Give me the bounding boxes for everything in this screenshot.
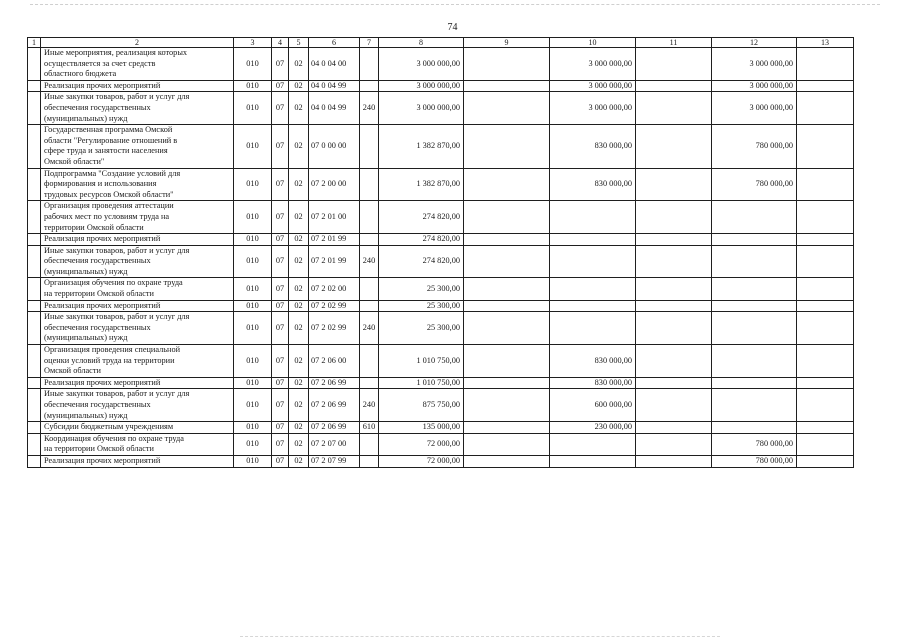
cell-col-11 <box>636 278 712 300</box>
cell-col-4: 07 <box>272 422 289 434</box>
cell-col-1 <box>28 300 41 312</box>
cell-col-7: 240 <box>360 389 379 422</box>
col-header-6: 6 <box>309 38 360 48</box>
cell-col-13 <box>797 80 854 92</box>
row-name-line: Реализация прочих мероприятий <box>44 80 161 90</box>
cell-col-1 <box>28 125 41 168</box>
cell-col-6: 07 2 06 99 <box>309 389 360 422</box>
cell-col-7 <box>360 125 379 168</box>
row-name-line: трудовых ресурсов Омской области" <box>44 189 174 199</box>
cell-col-10: 230 000,00 <box>550 422 636 434</box>
cell-col-12 <box>712 312 797 345</box>
row-name-line: обеспечения государственных <box>44 256 151 266</box>
cell-col-11 <box>636 125 712 168</box>
cell-col-9 <box>464 80 550 92</box>
table-row <box>28 422 854 434</box>
row-name-cell <box>41 278 234 300</box>
row-name-cell <box>41 300 234 312</box>
cell-col-10 <box>550 234 636 246</box>
table-row <box>28 201 854 234</box>
cell-col-1 <box>28 245 41 278</box>
col-header-12: 12 <box>712 38 797 48</box>
cell-col-9 <box>464 345 550 378</box>
row-name-cell <box>41 168 234 201</box>
cell-col-13 <box>797 168 854 201</box>
row-name-line: области "Регулирование отношений в <box>44 135 178 145</box>
col-header-10: 10 <box>550 38 636 48</box>
cell-col-1 <box>28 422 41 434</box>
row-name-line: (муниципальных) нужд <box>44 113 128 123</box>
table-row <box>28 300 854 312</box>
row-name-line: (муниципальных) нужд <box>44 266 128 276</box>
col-header-4: 4 <box>272 38 289 48</box>
cell-col-3: 010 <box>234 389 272 422</box>
cell-col-11 <box>636 455 712 467</box>
cell-col-13 <box>797 455 854 467</box>
cell-col-13 <box>797 389 854 422</box>
cell-col-11 <box>636 345 712 378</box>
cell-col-7 <box>360 345 379 378</box>
cell-col-1 <box>28 278 41 300</box>
row-name-cell <box>41 92 234 125</box>
cell-col-6: 07 2 02 99 <box>309 300 360 312</box>
cell-col-4: 07 <box>272 300 289 312</box>
cell-col-5: 02 <box>289 201 309 234</box>
cell-col-10 <box>550 300 636 312</box>
cell-col-7 <box>360 48 379 81</box>
cell-col-5: 02 <box>289 92 309 125</box>
cell-col-7 <box>360 377 379 389</box>
cell-col-9 <box>464 422 550 434</box>
cell-col-1 <box>28 455 41 467</box>
col-header-11: 11 <box>636 38 712 48</box>
row-name-cell <box>41 455 234 467</box>
cell-col-10: 830 000,00 <box>550 345 636 378</box>
cell-col-4: 07 <box>272 377 289 389</box>
cell-col-1 <box>28 345 41 378</box>
cell-col-9 <box>464 125 550 168</box>
row-name-line: Реализация прочих мероприятий <box>44 300 161 310</box>
cell-col-1 <box>28 389 41 422</box>
cell-col-8: 274 820,00 <box>379 234 464 246</box>
cell-col-5: 02 <box>289 234 309 246</box>
cell-col-11 <box>636 377 712 389</box>
cell-col-5: 02 <box>289 168 309 201</box>
cell-col-13 <box>797 234 854 246</box>
row-name-line: (муниципальных) нужд <box>44 333 128 343</box>
cell-col-13 <box>797 300 854 312</box>
row-name-line: Координация обучения по охране труда <box>44 433 184 443</box>
cell-col-3: 010 <box>234 168 272 201</box>
cell-col-13 <box>797 245 854 278</box>
cell-col-4: 07 <box>272 345 289 378</box>
cell-col-6: 07 2 00 00 <box>309 168 360 201</box>
row-name-line: Омской области <box>44 366 101 376</box>
row-name-line: осуществляется за счет средств <box>44 58 156 68</box>
cell-col-8: 3 000 000,00 <box>379 92 464 125</box>
cell-col-8: 1 382 870,00 <box>379 125 464 168</box>
cell-col-10 <box>550 201 636 234</box>
cell-col-8: 135 000,00 <box>379 422 464 434</box>
cell-col-6: 07 2 02 99 <box>309 312 360 345</box>
cell-col-8: 3 000 000,00 <box>379 48 464 81</box>
cell-col-7 <box>360 455 379 467</box>
cell-col-12 <box>712 389 797 422</box>
col-header-8: 8 <box>379 38 464 48</box>
cell-col-5: 02 <box>289 245 309 278</box>
cell-col-8: 1 382 870,00 <box>379 168 464 201</box>
row-name-line: оценки условий труда на территории <box>44 355 175 365</box>
cell-col-10: 3 000 000,00 <box>550 92 636 125</box>
cell-col-6: 07 2 06 00 <box>309 345 360 378</box>
cell-col-3: 010 <box>234 80 272 92</box>
cell-col-5: 02 <box>289 422 309 434</box>
cell-col-3: 010 <box>234 201 272 234</box>
row-name-line: Реализация прочих мероприятий <box>44 377 161 387</box>
cell-col-10: 830 000,00 <box>550 168 636 201</box>
row-name-line: Реализация прочих мероприятий <box>44 234 161 244</box>
cell-col-11 <box>636 80 712 92</box>
page-number: 74 <box>447 22 458 33</box>
cell-col-6: 04 0 04 99 <box>309 80 360 92</box>
cell-col-11 <box>636 48 712 81</box>
cell-col-9 <box>464 234 550 246</box>
cell-col-13 <box>797 433 854 455</box>
cell-col-12: 3 000 000,00 <box>712 48 797 81</box>
cell-col-3: 010 <box>234 92 272 125</box>
row-name-line: (муниципальных) нужд <box>44 410 128 420</box>
cell-col-10 <box>550 455 636 467</box>
cell-col-10: 830 000,00 <box>550 125 636 168</box>
cell-col-4: 07 <box>272 455 289 467</box>
cell-col-4: 07 <box>272 389 289 422</box>
cell-col-5: 02 <box>289 80 309 92</box>
cell-col-1 <box>28 92 41 125</box>
cell-col-11 <box>636 422 712 434</box>
cell-col-12: 780 000,00 <box>712 125 797 168</box>
cell-col-4: 07 <box>272 125 289 168</box>
cell-col-8: 25 300,00 <box>379 312 464 345</box>
cell-col-12: 780 000,00 <box>712 455 797 467</box>
row-name-line: сфере труда и занятости населения <box>44 146 168 156</box>
cell-col-12 <box>712 201 797 234</box>
cell-col-6: 07 2 06 99 <box>309 422 360 434</box>
row-name-cell <box>41 389 234 422</box>
cell-col-6: 07 2 01 00 <box>309 201 360 234</box>
cell-col-5: 02 <box>289 389 309 422</box>
row-name-line: территории Омской области <box>44 222 144 232</box>
cell-col-3: 010 <box>234 345 272 378</box>
cell-col-9 <box>464 278 550 300</box>
table-row <box>28 80 854 92</box>
cell-col-13 <box>797 345 854 378</box>
cell-col-9 <box>464 168 550 201</box>
cell-col-13 <box>797 48 854 81</box>
table-row <box>28 433 854 455</box>
row-name-cell <box>41 234 234 246</box>
row-name-line: на территории Омской области <box>44 289 154 299</box>
table-row <box>28 345 854 378</box>
cell-col-11 <box>636 92 712 125</box>
cell-col-8: 274 820,00 <box>379 245 464 278</box>
cell-col-8: 1 010 750,00 <box>379 345 464 378</box>
cell-col-10 <box>550 245 636 278</box>
cell-col-11 <box>636 234 712 246</box>
cell-col-13 <box>797 278 854 300</box>
cell-col-6: 07 2 02 00 <box>309 278 360 300</box>
cell-col-12 <box>712 422 797 434</box>
cell-col-12 <box>712 278 797 300</box>
cell-col-6: 04 0 04 00 <box>309 48 360 81</box>
cell-col-7: 240 <box>360 245 379 278</box>
cell-col-7 <box>360 80 379 92</box>
cell-col-7 <box>360 201 379 234</box>
cell-col-4: 07 <box>272 201 289 234</box>
table-row <box>28 234 854 246</box>
cell-col-5: 02 <box>289 278 309 300</box>
row-name-cell <box>41 377 234 389</box>
row-name-line: формирования и использования <box>44 179 157 189</box>
row-name-line: Иные закупки товаров, работ и услуг для <box>44 312 190 322</box>
cell-col-12: 780 000,00 <box>712 168 797 201</box>
cell-col-13 <box>797 422 854 434</box>
cell-col-6: 07 2 07 00 <box>309 433 360 455</box>
cell-col-1 <box>28 80 41 92</box>
row-name-line: обеспечения государственных <box>44 102 151 112</box>
cell-col-9 <box>464 377 550 389</box>
cell-col-8: 72 000,00 <box>379 433 464 455</box>
cell-col-12: 3 000 000,00 <box>712 80 797 92</box>
cell-col-13 <box>797 377 854 389</box>
cell-col-5: 02 <box>289 300 309 312</box>
table-body <box>28 48 854 468</box>
row-name-line: Государственная программа Омской <box>44 125 173 135</box>
cell-col-10: 600 000,00 <box>550 389 636 422</box>
cell-col-1 <box>28 201 41 234</box>
cell-col-4: 07 <box>272 80 289 92</box>
row-name-line: обеспечения государственных <box>44 322 151 332</box>
table-row <box>28 389 854 422</box>
cell-col-4: 07 <box>272 433 289 455</box>
cell-col-7: 240 <box>360 312 379 345</box>
cell-col-13 <box>797 125 854 168</box>
cell-col-9 <box>464 455 550 467</box>
row-name-line: Иные мероприятия, реализация которых <box>44 48 188 57</box>
cell-col-11 <box>636 433 712 455</box>
cell-col-13 <box>797 201 854 234</box>
row-name-line: Организация проведения специальной <box>44 345 181 355</box>
cell-col-5: 02 <box>289 455 309 467</box>
cell-col-8: 3 000 000,00 <box>379 80 464 92</box>
row-name-cell <box>41 80 234 92</box>
cell-col-10 <box>550 278 636 300</box>
col-header-1: 1 <box>28 38 41 48</box>
cell-col-4: 07 <box>272 312 289 345</box>
cell-col-8: 875 750,00 <box>379 389 464 422</box>
cell-col-12 <box>712 245 797 278</box>
cell-col-3: 010 <box>234 300 272 312</box>
row-name-line: рабочих мест по условиям труда на <box>44 211 170 221</box>
cell-col-9 <box>464 433 550 455</box>
cell-col-7 <box>360 168 379 201</box>
cell-col-4: 07 <box>272 92 289 125</box>
row-name-line: Реализация прочих мероприятий <box>44 455 161 465</box>
header-row <box>28 38 854 48</box>
cell-col-11 <box>636 312 712 345</box>
row-name-cell <box>41 48 234 81</box>
cell-col-10: 3 000 000,00 <box>550 48 636 81</box>
table-row <box>28 278 854 300</box>
table-row <box>28 92 854 125</box>
table-row <box>28 455 854 467</box>
cell-col-10: 3 000 000,00 <box>550 80 636 92</box>
row-name-line: обеспечения государственных <box>44 400 151 409</box>
table-row <box>28 48 854 81</box>
table-row <box>28 312 854 345</box>
cell-col-9 <box>464 245 550 278</box>
cell-col-3: 010 <box>234 312 272 345</box>
cell-col-6: 07 2 01 99 <box>309 234 360 246</box>
cell-col-9 <box>464 300 550 312</box>
cell-col-11 <box>636 168 712 201</box>
row-name-line: Омской области" <box>44 156 105 166</box>
cell-col-3: 010 <box>234 234 272 246</box>
cell-col-9 <box>464 201 550 234</box>
cell-col-5: 02 <box>289 48 309 81</box>
cell-col-6: 04 0 04 99 <box>309 92 360 125</box>
row-name-line: Иные закупки товаров, работ и услуг для <box>44 389 190 399</box>
cell-col-13 <box>797 92 854 125</box>
cell-col-12 <box>712 345 797 378</box>
col-header-13: 13 <box>797 38 854 48</box>
cell-col-3: 010 <box>234 125 272 168</box>
cell-col-1 <box>28 377 41 389</box>
cell-col-9 <box>464 48 550 81</box>
row-name-line: Иные закупки товаров, работ и услуг для <box>44 245 190 255</box>
cell-col-4: 07 <box>272 278 289 300</box>
col-header-5: 5 <box>289 38 309 48</box>
budget-table <box>27 37 854 468</box>
cell-col-10 <box>550 433 636 455</box>
bottom-divider <box>240 636 720 637</box>
cell-col-9 <box>464 92 550 125</box>
cell-col-7: 240 <box>360 92 379 125</box>
cell-col-5: 02 <box>289 345 309 378</box>
row-name-cell <box>41 422 234 434</box>
cell-col-5: 02 <box>289 312 309 345</box>
row-name-line: Организация проведения аттестации <box>44 201 174 211</box>
row-name-cell <box>41 125 234 168</box>
row-name-cell <box>41 245 234 278</box>
cell-col-7 <box>360 278 379 300</box>
cell-col-8: 274 820,00 <box>379 201 464 234</box>
row-name-line: Организация обучения по охране труда <box>44 278 183 288</box>
top-divider <box>30 4 880 5</box>
cell-col-10: 830 000,00 <box>550 377 636 389</box>
cell-col-7 <box>360 234 379 246</box>
cell-col-9 <box>464 312 550 345</box>
row-name-line: на территории Омской области <box>44 444 154 454</box>
cell-col-12 <box>712 234 797 246</box>
cell-col-1 <box>28 234 41 246</box>
row-name-line: областного бюджета <box>44 69 117 79</box>
row-name-line: Субсидии бюджетным учреждениям <box>44 422 174 432</box>
cell-col-4: 07 <box>272 168 289 201</box>
cell-col-8: 25 300,00 <box>379 278 464 300</box>
cell-col-3: 010 <box>234 422 272 434</box>
col-header-9: 9 <box>464 38 550 48</box>
cell-col-11 <box>636 245 712 278</box>
table-row <box>28 245 854 278</box>
cell-col-5: 02 <box>289 125 309 168</box>
cell-col-11 <box>636 300 712 312</box>
cell-col-4: 07 <box>272 245 289 278</box>
row-name-line: Подпрограмма "Создание условий для <box>44 168 181 178</box>
row-name-cell <box>41 201 234 234</box>
col-header-7: 7 <box>360 38 379 48</box>
cell-col-1 <box>28 312 41 345</box>
cell-col-10 <box>550 312 636 345</box>
cell-col-3: 010 <box>234 433 272 455</box>
cell-col-12: 780 000,00 <box>712 433 797 455</box>
cell-col-3: 010 <box>234 455 272 467</box>
cell-col-7: 610 <box>360 422 379 434</box>
cell-col-11 <box>636 201 712 234</box>
cell-col-5: 02 <box>289 433 309 455</box>
col-header-3: 3 <box>234 38 272 48</box>
row-name-cell <box>41 433 234 455</box>
table-row <box>28 125 854 168</box>
cell-col-8: 25 300,00 <box>379 300 464 312</box>
cell-col-12 <box>712 377 797 389</box>
row-name-line: Иные закупки товаров, работ и услуг для <box>44 92 190 102</box>
cell-col-1 <box>28 433 41 455</box>
cell-col-1 <box>28 48 41 81</box>
cell-col-1 <box>28 168 41 201</box>
cell-col-3: 010 <box>234 377 272 389</box>
cell-col-12 <box>712 300 797 312</box>
cell-col-3: 010 <box>234 48 272 81</box>
table-row <box>28 377 854 389</box>
cell-col-4: 07 <box>272 234 289 246</box>
cell-col-6: 07 2 06 99 <box>309 377 360 389</box>
cell-col-6: 07 2 01 99 <box>309 245 360 278</box>
cell-col-3: 010 <box>234 278 272 300</box>
cell-col-6: 07 2 07 99 <box>309 455 360 467</box>
cell-col-6: 07 0 00 00 <box>309 125 360 168</box>
cell-col-4: 07 <box>272 48 289 81</box>
cell-col-5: 02 <box>289 377 309 389</box>
cell-col-3: 010 <box>234 245 272 278</box>
cell-col-13 <box>797 312 854 345</box>
cell-col-8: 1 010 750,00 <box>379 377 464 389</box>
cell-col-9 <box>464 389 550 422</box>
cell-col-8: 72 000,00 <box>379 455 464 467</box>
cell-col-7 <box>360 300 379 312</box>
table-row <box>28 168 854 201</box>
cell-col-7 <box>360 433 379 455</box>
row-name-cell <box>41 345 234 378</box>
cell-col-12: 3 000 000,00 <box>712 92 797 125</box>
cell-col-11 <box>636 389 712 422</box>
row-name-cell <box>41 312 234 345</box>
col-header-2: 2 <box>41 38 234 48</box>
